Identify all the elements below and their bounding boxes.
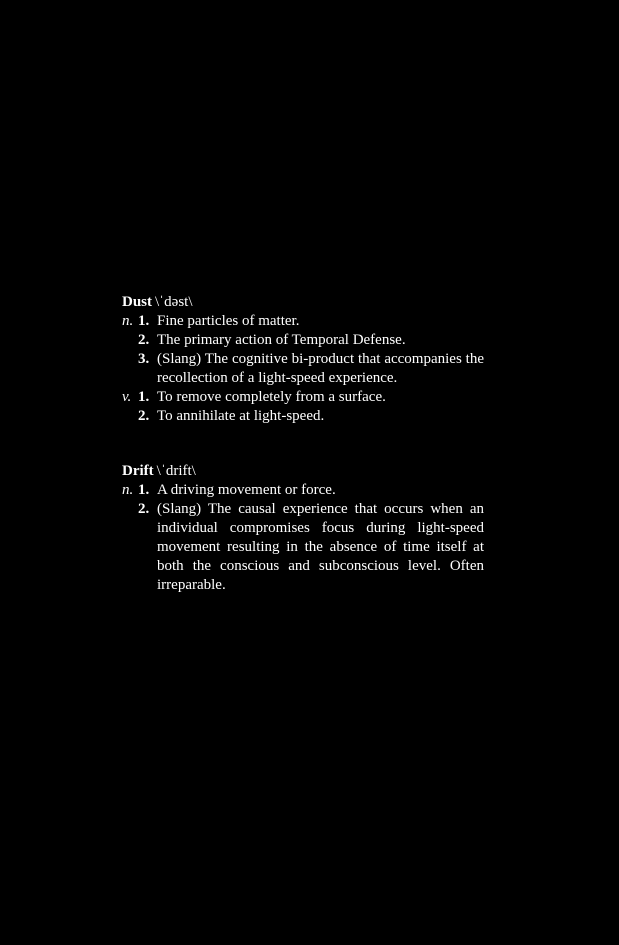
pronunciation: \ˈdəst\: [155, 294, 193, 310]
definition-text: (Slang) The cognitive bi-product that accompanies the recollection of a light-speed experience.: [157, 351, 484, 386]
dictionary-entry-drift: [122, 462, 484, 595]
dictionary-entry-dust: [122, 293, 484, 426]
part-of-speech: n.: [122, 313, 134, 329]
sense-number: 2.: [138, 332, 150, 348]
definition-sense: [122, 481, 484, 500]
definition-sense: [122, 312, 484, 331]
sense-number: 3.: [138, 351, 150, 367]
definition-sense: [122, 388, 484, 407]
definition-text: To annihilate at light-speed.: [157, 408, 325, 424]
pronunciation: \ˈdrift\: [156, 463, 196, 479]
definition-text: Fine particles of matter.: [157, 313, 300, 329]
definition-sense: [122, 500, 484, 595]
sense-number: 2.: [138, 501, 150, 517]
part-of-speech: n.: [122, 482, 134, 498]
definition-sense: [122, 331, 484, 350]
entry-headline: [122, 293, 484, 312]
headword: Dust: [122, 294, 153, 310]
sense-number: 2.: [138, 408, 150, 424]
definition-text: (Slang) The causal experience that occurs when an individual compromises focus during light-speed movement resulting in the absence of time itself at both the conscious and subconscious level. Often irreparable.: [157, 501, 484, 593]
part-of-speech: v.: [122, 389, 132, 405]
definition-sense: [122, 350, 484, 388]
sense-number: 1.: [138, 389, 150, 405]
headword: Drift: [122, 463, 154, 479]
sense-number: 1.: [138, 482, 150, 498]
entry-headline: [122, 462, 484, 481]
definition-sense: [122, 407, 484, 426]
definition-text: To remove completely from a surface.: [157, 389, 386, 405]
definition-text: A driving movement or force.: [157, 482, 336, 498]
definition-text: The primary action of Temporal Defense.: [157, 332, 406, 348]
sense-number: 1.: [138, 313, 150, 329]
